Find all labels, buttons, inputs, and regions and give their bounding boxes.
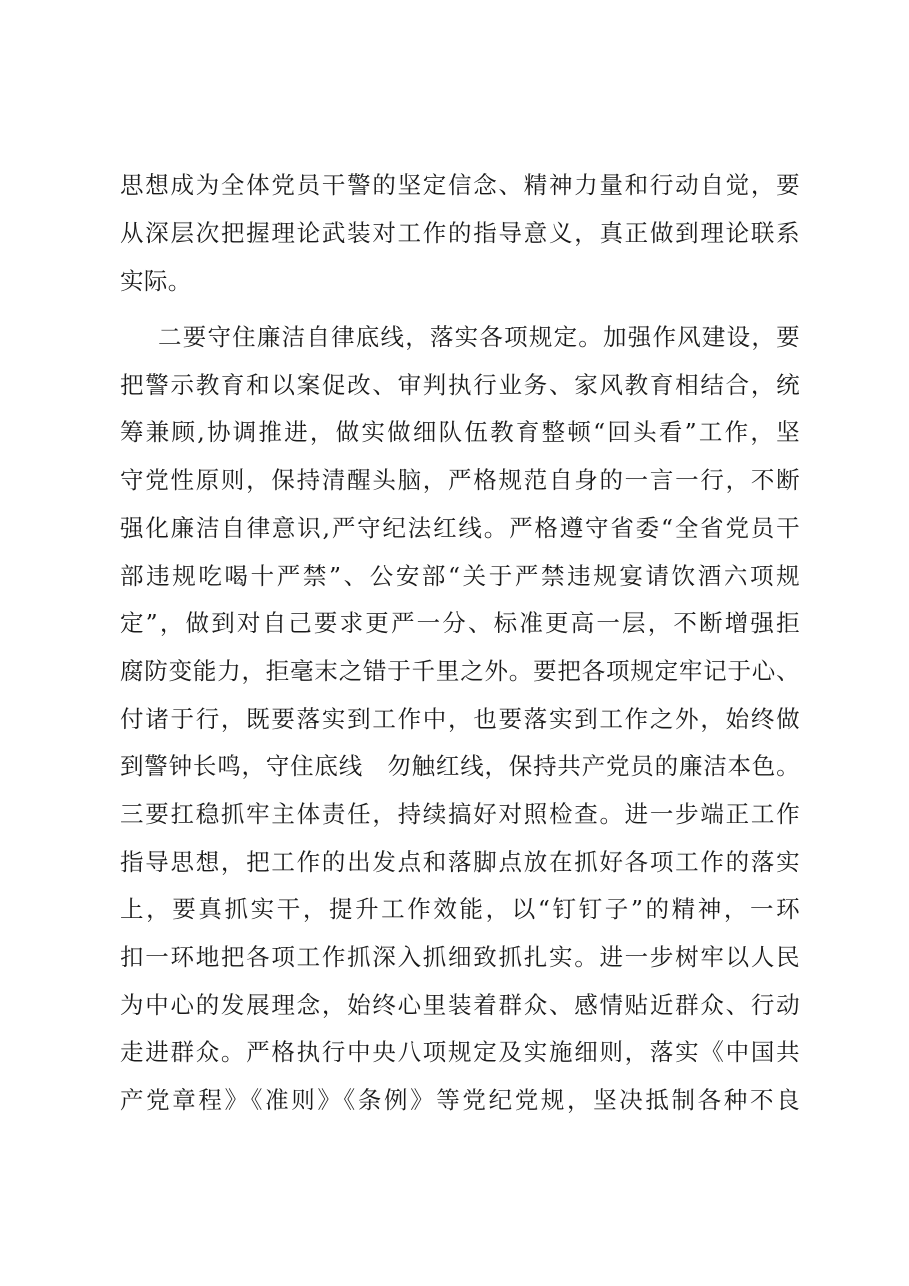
text-line: 付诸于行，既要落实到工作中，也要落实到工作之外，始终做 [120, 705, 800, 733]
text-line: 产党章程》《准则》《条例》等党纪党规，坚决抵制各种不良 [120, 1086, 800, 1114]
text-line: 思想成为全体党员干警的坚定信念、精神力量和行动自觉，要 [120, 171, 800, 199]
text-line: 走进群众。严格执行中央八项规定及实施细则，落实《中国共 [120, 1038, 800, 1066]
paragraph-start-line: 三要扛稳抓牢主体责任，持续搞好对照检查。进一步端正工作 [120, 800, 800, 828]
paragraph-start-line: 二要守住廉洁自律底线，落实各项规定。加强作风建设，要 [158, 323, 800, 351]
text-line: 守党性原则，保持清醒头脑，严格规范自身的一言一行，不断 [120, 466, 800, 494]
text-line: 实际。 [120, 267, 192, 295]
text-line: 强化廉洁自律意识,严守纪法红线。严格遵守省委“全省党员干 [120, 514, 800, 542]
text-line: 筹兼顾,协调推进，做实做细队伍教育整顿“回头看”工作，坚 [120, 418, 800, 446]
text-line: 从深层次把握理论武装对工作的指导意义，真正做到理论联系 [120, 219, 800, 247]
text-line: 腐防变能力，拒毫末之错于千里之外。要把各项规定牢记于心、 [120, 657, 800, 685]
text-line: 指导思想，把工作的出发点和落脚点放在抓好各项工作的落实 [120, 848, 800, 876]
text-line: 扣一环地把各项工作抓深入抓细致抓扎实。进一步树牢以人民 [120, 943, 800, 971]
text-line: 上，要真抓实干，提升工作效能，以“钉钉子”的精神，一环 [120, 895, 800, 923]
text-line: 部违规吃喝十严禁”、公安部“关于严禁违规宴请饮酒六项规 [120, 562, 800, 590]
text-line: 为中心的发展理念，始终心里装着群众、感情贴近群众、行动 [120, 991, 800, 1019]
text-line: 把警示教育和以案促改、审判执行业务、家风教育相结合，统 [120, 371, 800, 399]
text-line: 到警钟长鸣，守住底线 勿触红线，保持共产党员的廉洁本色。 [120, 752, 800, 780]
text-line: 定”，做到对自己要求更严一分、标准更高一层，不断增强拒 [120, 609, 800, 637]
